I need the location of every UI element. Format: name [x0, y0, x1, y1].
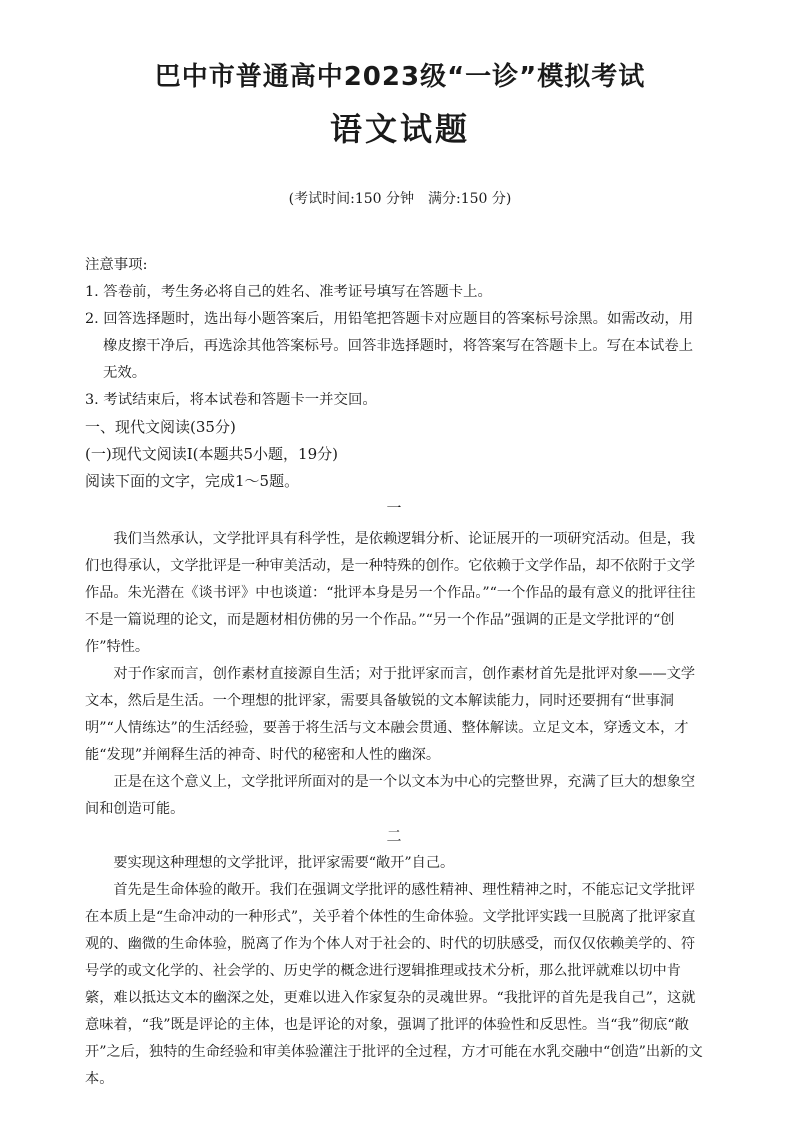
note-item: 1. 答卷前，考生务必将自己的姓名、准考证号填写在答题卡上。	[85, 284, 492, 300]
passage-paragraph: 要实现这种理想的文学批评，批评家需要“敞开”自己。	[113, 855, 455, 871]
passage-paragraph: 我们当然承认，文学批评具有科学性，是依赖逻辑分析、论证展开的一项研究活动。但是，我们也得承认，文学批评是一种审美活动，是一种特殊的创作。它依赖于文学作品，却不依附于文学作品。朱光潜在《谈书评》中也谈道：“批评本身是另一个作品。”“一个作品的最有意义的批评往往不是一篇说理的论文，而是题材相仿佛的另一个作品。”“另一个作品”强调的正是文学批评的“创作”特性。	[85, 531, 696, 655]
section-heading: 一、现代文阅读(35分)	[85, 418, 236, 436]
passage-divider-1: 一	[386, 499, 402, 517]
note-item: 3. 考试结束后，将本试卷和答题卡一并交回。	[85, 392, 377, 408]
passage-paragraph: 首先是生命体验的敞开。我们在强调文学批评的感性精神、理性精神之时，不能忘记文学批评在本质上是“生命冲动的一种形式”，关乎着个体性的生命体验。文学批评实践一旦脱离了批评家直观的、幽微的生命体验，脱离了作为个体人对于社会的、时代的切肤感受，而仅仅依赖美学的、符号学的或文化学的、社会学的、历史学的概念进行逻辑推理或技术分析，那么批评就难以切中肯綮，难以抵达文本的幽深之处，更难以进入作家复杂的灵魂世界。“我批评的首先是我自己”，这就意味着，“我”既是评论的主体，也是评论的对象，强调了批评的体验性和反思性。当“我”彻底“敞开”之后，独特的生命经验和审美体验灌注于批评的全过程，方才可能在水乳交融中“创造”出新的文本。	[85, 882, 703, 1087]
subsection-heading: (一)现代文阅读Ⅰ(本题共5小题，19分)	[85, 445, 338, 463]
notes-heading: 注意事项:	[85, 257, 148, 273]
note-item: 2. 回答选择题时，选出每小题答案后，用铅笔把答题卡对应题目的答案标号涂黑。如需改动，用橡皮擦干净后，再选涂其他答案标号。回答非选择题时，将答案写在答题卡上。写在本试卷上无效。	[85, 311, 694, 381]
exam-title: 巴中市普通高中2023级“一诊”模拟考试	[154, 62, 646, 92]
passage-divider-2: 二	[386, 827, 402, 845]
passage-paragraph: 对于作家而言，创作素材直接源自生活；对于批评家而言，创作素材首先是批评对象——文学文本，然后是生活。一个理想的批评家，需要具备敏锐的文本解读能力，同时还要拥有“世事洞明”“人情练达”的生活经验，要善于将生活与文本融会贯通、整体解读。立足文本，穿透文本，才能“发现”并阐释生活的神奇、时代的秘密和人性的幽深。	[85, 666, 696, 763]
subject-title: 语文试题	[329, 110, 470, 148]
reading-instruction: 阅读下面的文字，完成1～5题。	[85, 472, 300, 490]
exam-info: (考试时间:150 分钟 满分:150 分)	[288, 191, 512, 207]
passage-paragraph: 正是在这个意义上，文学批评所面对的是一个以文本为中心的完整世界，充满了巨大的想象空间和创造可能。	[85, 774, 696, 817]
exam-body	[85, 252, 703, 1093]
